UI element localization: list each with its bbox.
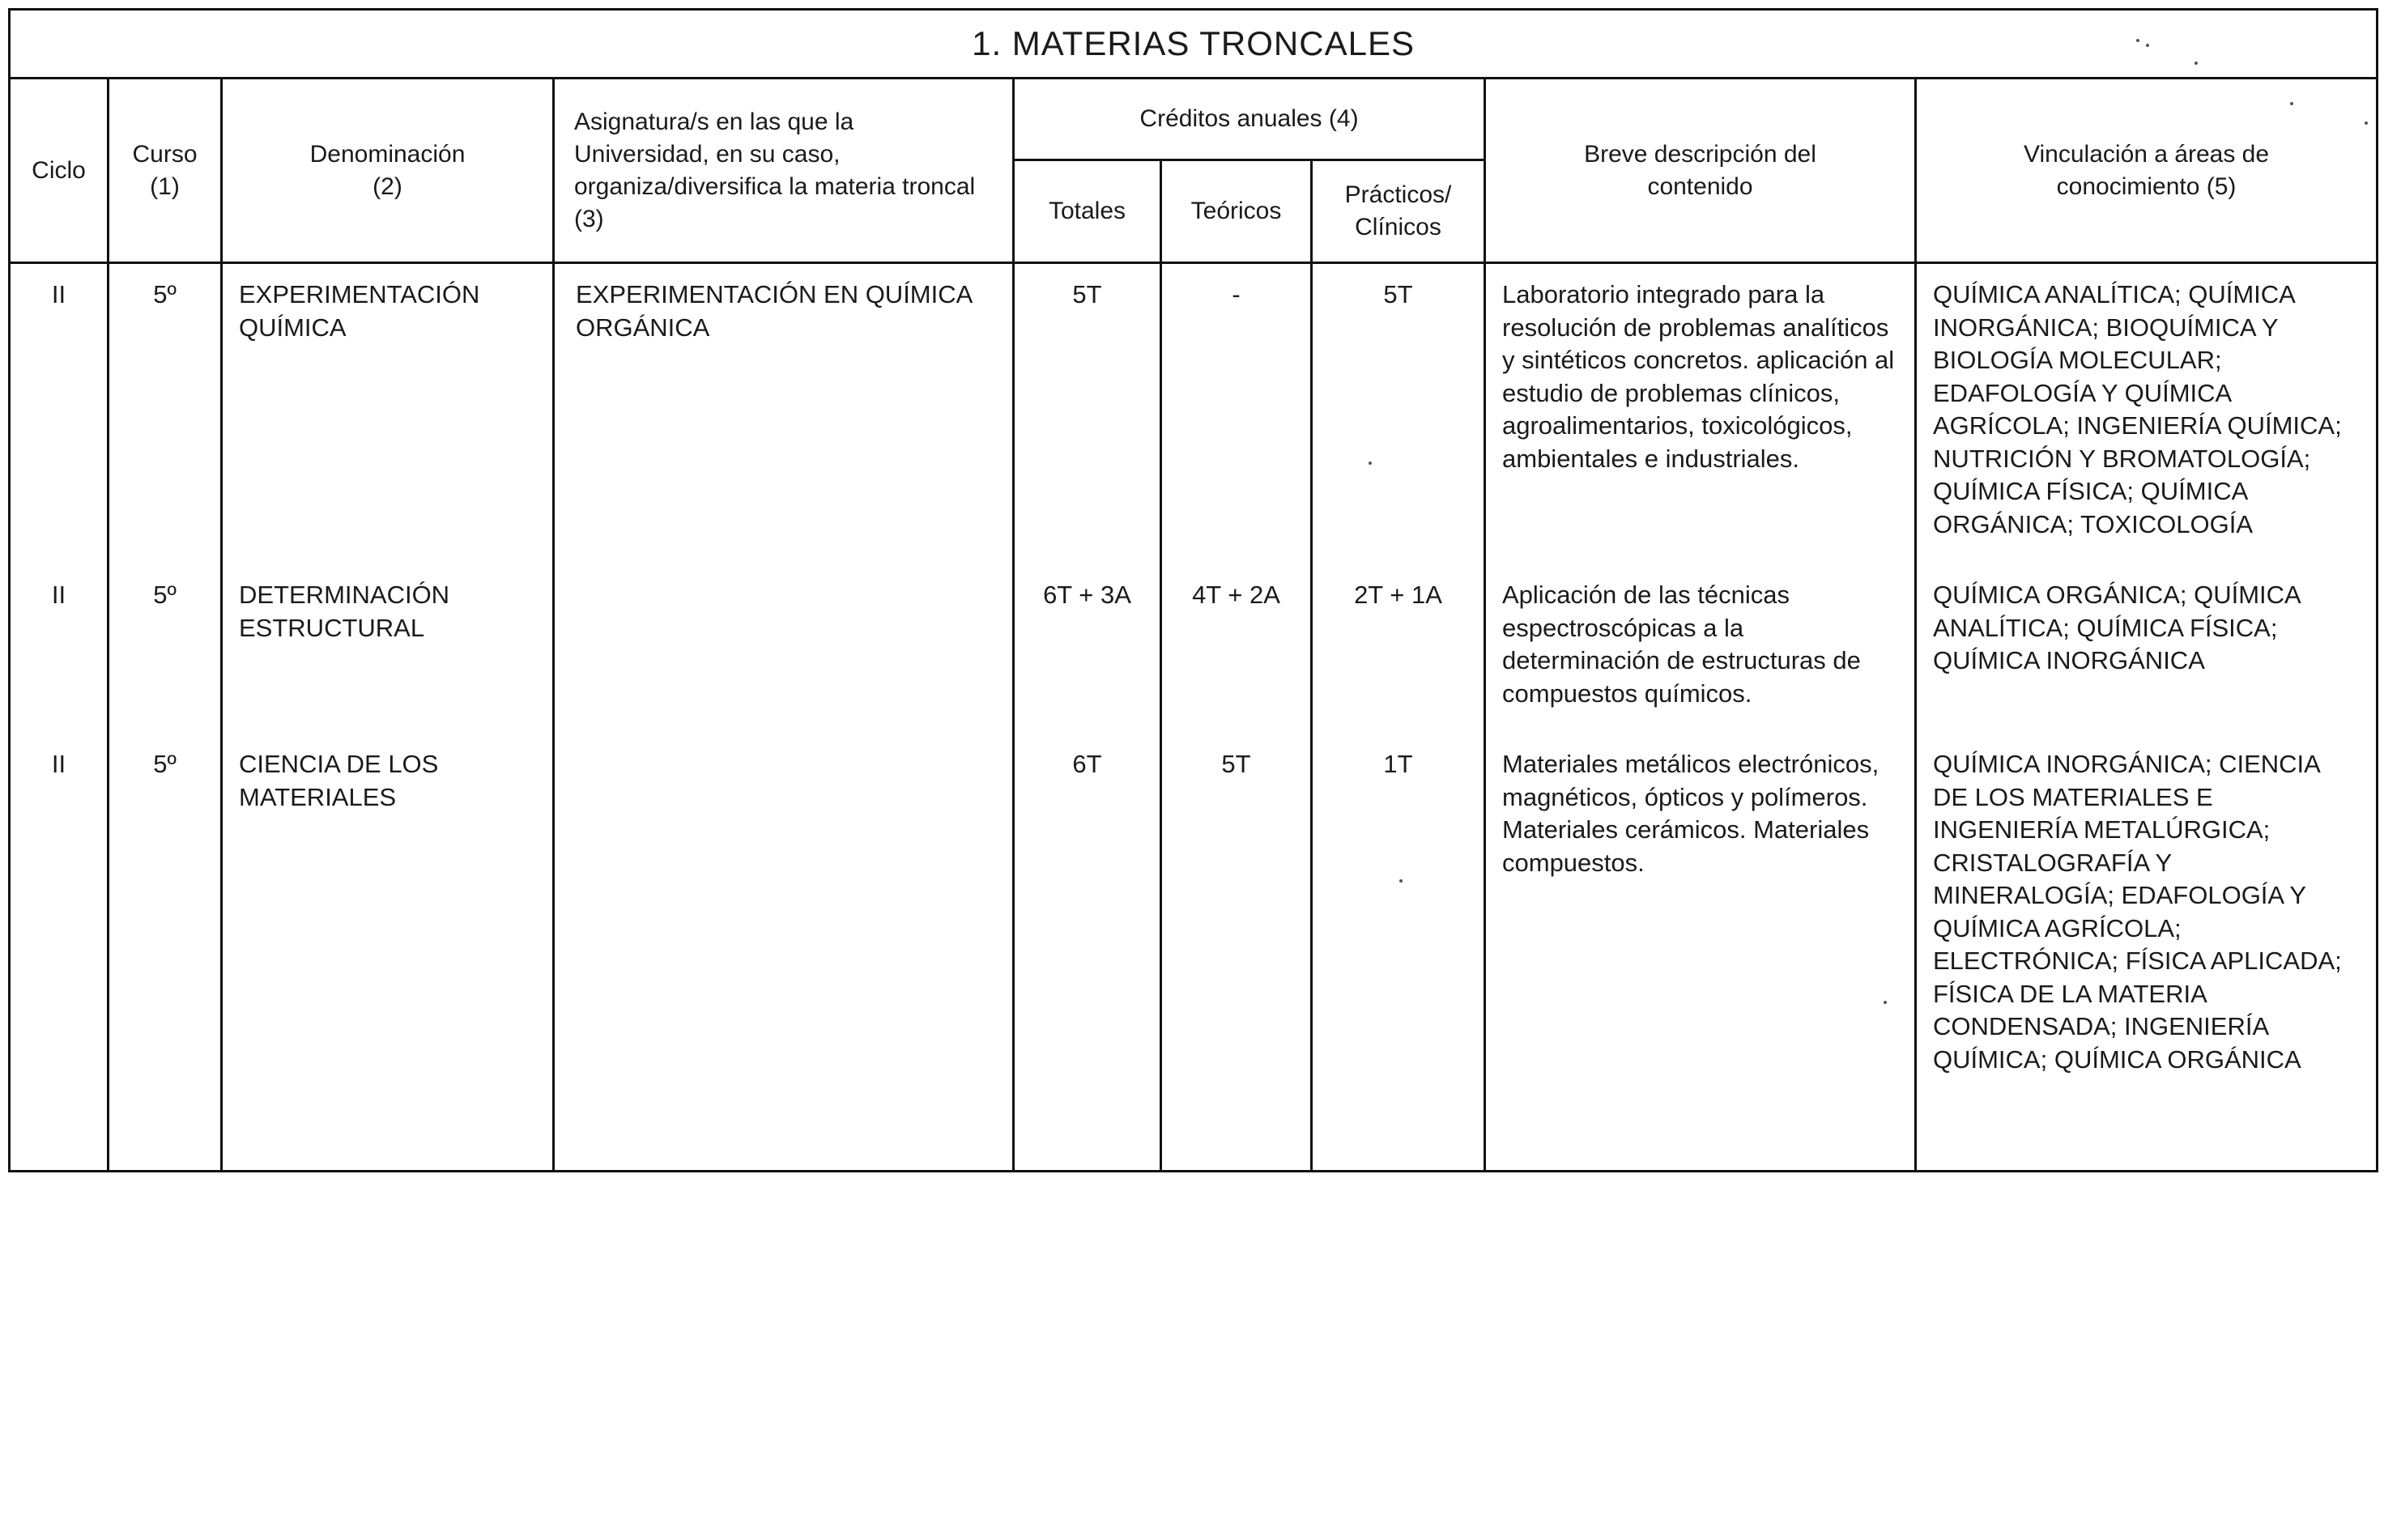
scan-speck — [2146, 44, 2149, 47]
cell-curso: 5º — [109, 578, 222, 747]
cell-totales: 6T — [1014, 747, 1161, 1172]
cell-descripcion: Laboratorio integrado para la resolución de problemas analíticos y sintéticos concretos. aplicación al estudio de problemas clínicos, agroalimentarios, toxicológicos, ambientales e industriales. — [1485, 263, 1916, 579]
cell-teoricos: 4T + 2A — [1161, 578, 1312, 747]
cell-denominacion: EXPERIMENTACIÓN QUÍMICA — [222, 263, 554, 579]
document-sheet — [8, 8, 2376, 1537]
cell-vinculacion: QUÍMICA INORGÁNICA; CIENCIA DE LOS MATERIALES E INGENIERÍA METALÚRGICA; CRISTALOGRAFÍA Y MINERALOGÍA; EDAFOLOGÍA Y QUÍMICA AGRÍCOLA; ELECTRÓNICA; FÍSICA APLICADA; FÍSICA DE LA MATERIA CONDENSADA; INGENIERÍA QUÍMICA; QUÍMICA ORGÁNICA — [1916, 747, 2378, 1172]
cell-ciclo: II — [10, 578, 109, 747]
header-asignaturas: Asignatura/s en las que la Universidad, en su caso, organiza/diversifica la materia troncal (3) — [554, 79, 1014, 263]
header-descripcion: Breve descripción del contenido — [1485, 79, 1916, 263]
header-practicos: Prácticos/ Clínicos — [1312, 160, 1485, 263]
cell-descripcion: Materiales metálicos electrónicos, magnéticos, ópticos y polímeros. Materiales cerámicos. Materiales compuestos. — [1485, 747, 1916, 1172]
cell-ciclo: II — [10, 747, 109, 1172]
header-vinculacion: Vinculación a áreas de conocimiento (5) — [1916, 79, 2378, 263]
cell-denominacion: CIENCIA DE LOS MATERIALES — [222, 747, 554, 1172]
materias-troncales-table — [8, 8, 2378, 1172]
table-title: 1. MATERIAS TRONCALES — [10, 10, 2378, 79]
cell-asignatura — [554, 747, 1014, 1172]
table-row — [10, 578, 2378, 747]
scan-speck — [2365, 121, 2368, 125]
scan-speck — [1369, 462, 1372, 465]
cell-denominacion: DETERMINACIÓN ESTRUCTURAL — [222, 578, 554, 747]
scan-speck — [2136, 39, 2139, 42]
cell-asignatura — [554, 578, 1014, 747]
header-creditos: Créditos anuales (4) — [1014, 79, 1485, 160]
cell-totales: 5T — [1014, 263, 1161, 579]
header-teoricos: Teóricos — [1161, 160, 1312, 263]
cell-descripcion: Aplicación de las técnicas espectroscópicas a la determinación de estructuras de compuestos químicos. — [1485, 578, 1916, 747]
cell-teoricos: - — [1161, 263, 1312, 579]
cell-vinculacion: QUÍMICA ORGÁNICA; QUÍMICA ANALÍTICA; QUÍMICA FÍSICA; QUÍMICA INORGÁNICA — [1916, 578, 2378, 747]
header-denominacion: Denominación (2) — [222, 79, 554, 263]
cell-curso: 5º — [109, 747, 222, 1172]
cell-asignatura: EXPERIMENTACIÓN EN QUÍMICA ORGÁNICA — [554, 263, 1014, 579]
scan-speck — [2195, 62, 2198, 65]
header-totales: Totales — [1014, 160, 1161, 263]
cell-practicos: 1T — [1312, 747, 1485, 1172]
scan-speck — [1884, 1001, 1887, 1004]
cell-curso: 5º — [109, 263, 222, 579]
cell-totales: 6T + 3A — [1014, 578, 1161, 747]
header-ciclo: Ciclo — [10, 79, 109, 263]
cell-ciclo: II — [10, 263, 109, 579]
cell-teoricos: 5T — [1161, 747, 1312, 1172]
header-curso: Curso (1) — [109, 79, 222, 263]
table-row — [10, 747, 2378, 1172]
cell-practicos: 2T + 1A — [1312, 578, 1485, 747]
scan-speck — [1399, 879, 1403, 883]
cell-vinculacion: QUÍMICA ANALÍTICA; QUÍMICA INORGÁNICA; BIOQUÍMICA Y BIOLOGÍA MOLECULAR; EDAFOLOGÍA Y QUÍMICA AGRÍCOLA; INGENIERÍA QUÍMICA; NUTRICIÓN Y BROMATOLOGÍA; QUÍMICA FÍSICA; QUÍMICA ORGÁNICA; TOXICOLOGÍA — [1916, 263, 2378, 579]
cell-practicos: 5T — [1312, 263, 1485, 579]
scan-speck — [2290, 102, 2293, 105]
table-row — [10, 263, 2378, 579]
